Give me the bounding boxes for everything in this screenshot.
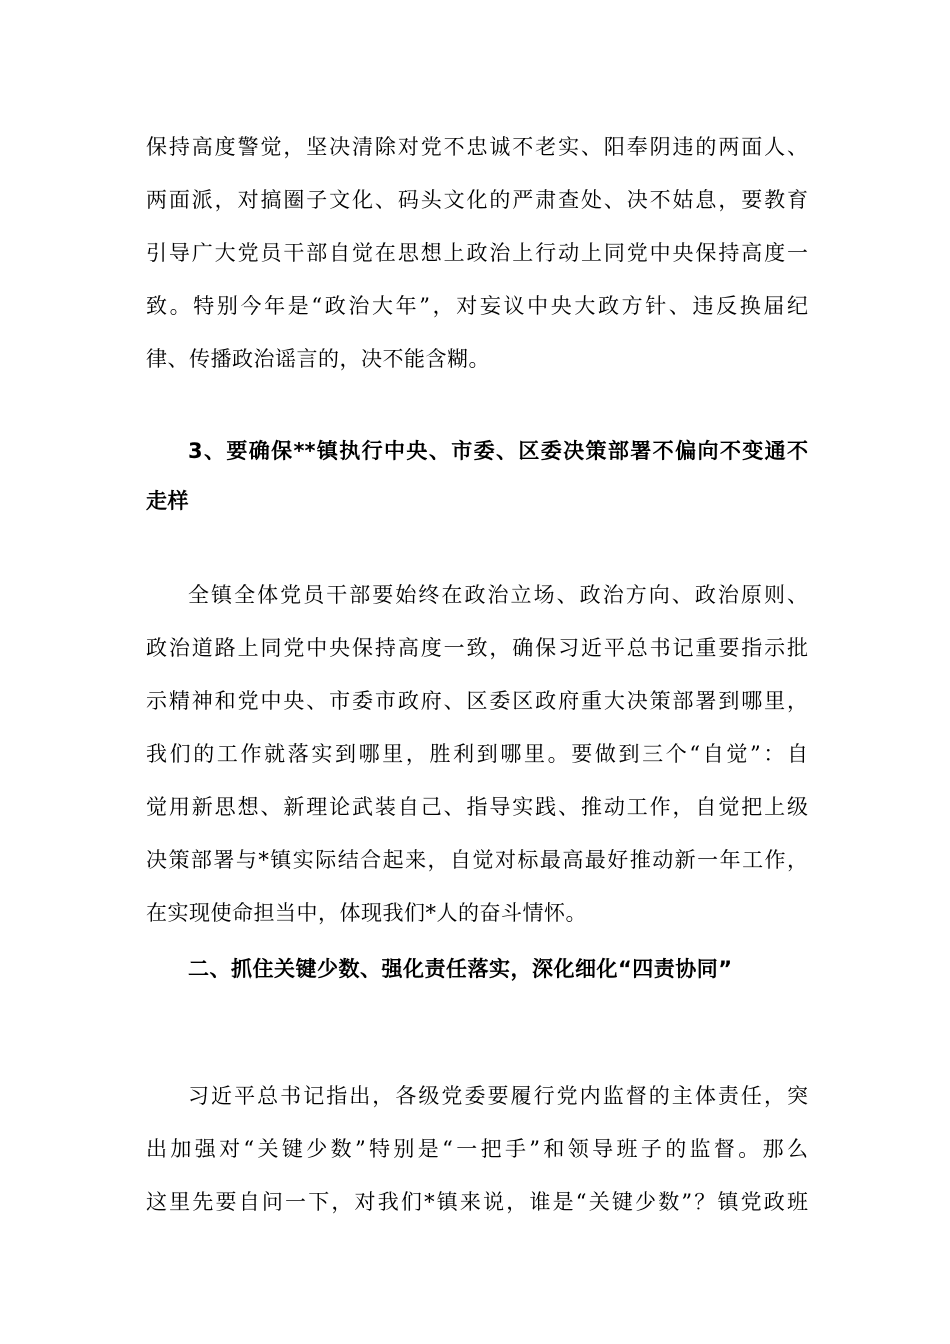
text-line: 全镇全体党员干部要始终在政治立场、政治方向、政治原则、: [188, 583, 808, 607]
text-line: 决策部署与*镇实际结合起来，自觉对标最高最好推动新一年工作，: [146, 848, 808, 872]
heading-line: 3、要确保**镇执行中央、市委、区委决策部署不偏向不变通不: [188, 439, 808, 463]
text-line: 习近平总书记指出，各级党委要履行党内监督的主体责任，突: [188, 1084, 808, 1108]
text-line: 两面派，对搞圈子文化、码头文化的严肃查处、决不姑息，要教育: [146, 188, 808, 212]
text-line: 觉用新思想、新理论武装自己、指导实践、推动工作，自觉把上级: [146, 795, 808, 819]
text-line: 这里先要自问一下，对我们*镇来说，谁是“关键少数”？镇党政班: [146, 1190, 808, 1214]
text-line: 保持高度警觉，坚决清除对党不忠诚不老实、阳奉阴违的两面人、: [146, 135, 808, 159]
heading-line: 二、抓住关键少数、强化责任落实，深化细化“四责协同”: [188, 957, 733, 981]
text-line: 律、传播政治谣言的，决不能含糊。: [146, 347, 490, 371]
text-line: 引导广大党员干部自觉在思想上政治上行动上同党中央保持高度一: [146, 241, 808, 265]
text-line: 出加强对“关键少数”特别是“一把手”和领导班子的监督。那么: [146, 1137, 808, 1161]
text-line: 致。特别今年是“政治大年”，对妄议中央大政方针、违反换届纪: [146, 294, 808, 318]
text-line: 我们的工作就落实到哪里，胜利到哪里。要做到三个“自觉”：自: [146, 742, 808, 766]
text-line: 政治道路上同党中央保持高度一致，确保习近平总书记重要指示批: [146, 636, 808, 660]
heading-line: 走样: [146, 489, 189, 513]
text-line: 示精神和党中央、市委市政府、区委区政府重大决策部署到哪里，: [146, 689, 808, 713]
text-line: 在实现使命担当中，体现我们*人的奋斗情怀。: [146, 901, 587, 925]
